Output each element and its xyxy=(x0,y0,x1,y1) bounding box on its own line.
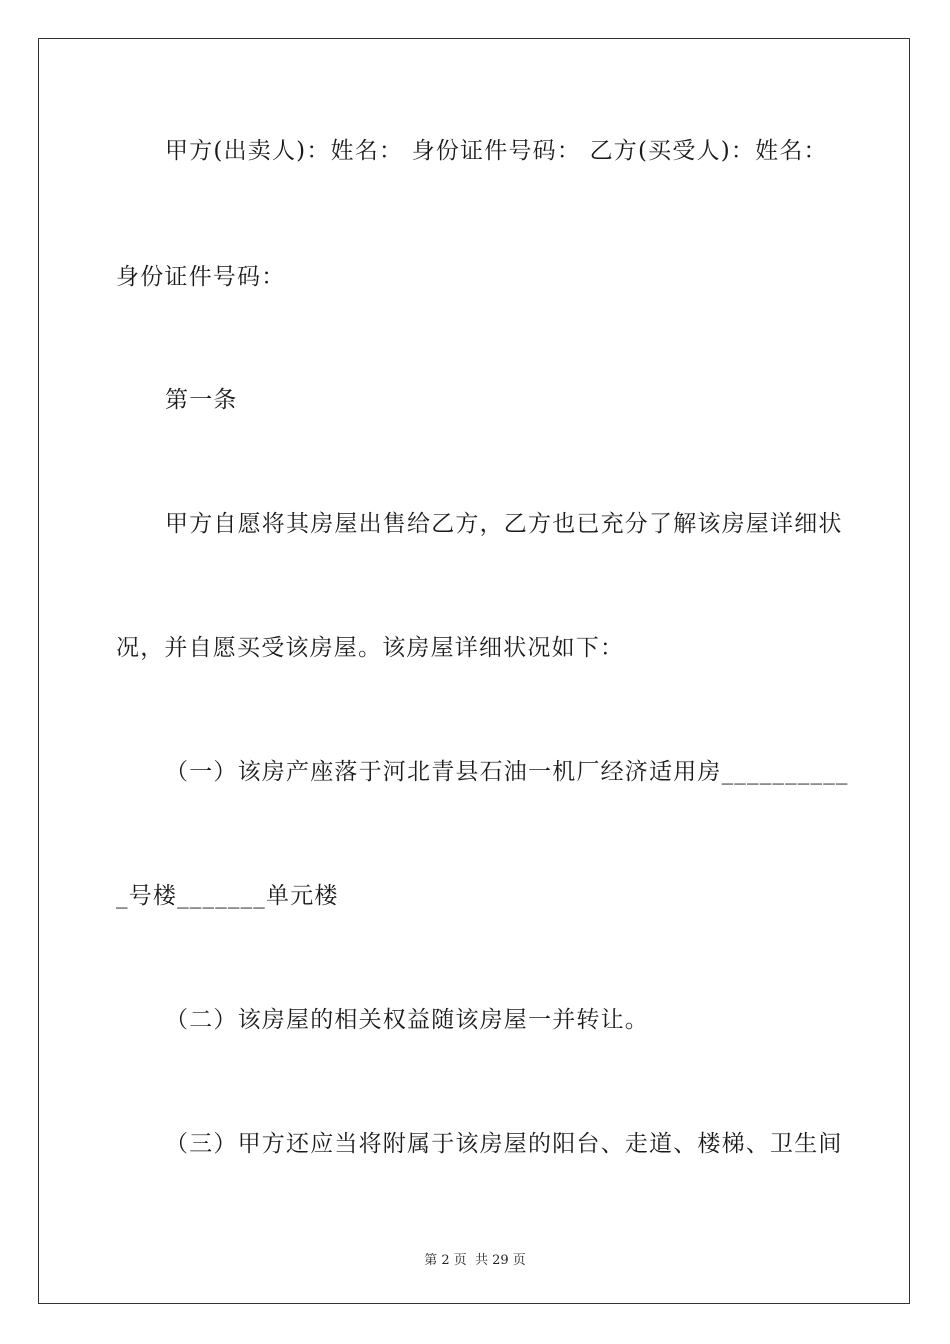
clause-three-line: （三）甲方还应当将附属于该房屋的阳台、走道、楼梯、卫生间 xyxy=(165,1131,843,1157)
page-number-label: 第 2 页 共 29 页 xyxy=(424,1253,526,1268)
clause-one-line-2: _号楼_______单元楼 xyxy=(116,883,339,909)
paragraph-line-2: 况，并自愿买受该房屋。该房屋详细状况如下： xyxy=(116,635,625,661)
page-footer xyxy=(0,1249,950,1268)
clause-one-line-1: （一）该房产座落于河北青县石油一机厂经济适用房__________ xyxy=(165,759,849,785)
paragraph-line-1: 甲方自愿将其房屋出售给乙方，乙方也已充分了解该房屋详细状 xyxy=(165,511,843,537)
article-one-heading: 第一条 xyxy=(165,387,238,413)
id-number-line: 身份证件号码： xyxy=(116,264,286,290)
clause-two-line: （二）该房屋的相关权益随该房屋一并转让。 xyxy=(165,1007,649,1033)
page-border xyxy=(38,38,910,1304)
party-info-line: 甲方(出卖人)：姓名： 身份证件号码： 乙方(买受人)：姓名： xyxy=(165,138,828,164)
